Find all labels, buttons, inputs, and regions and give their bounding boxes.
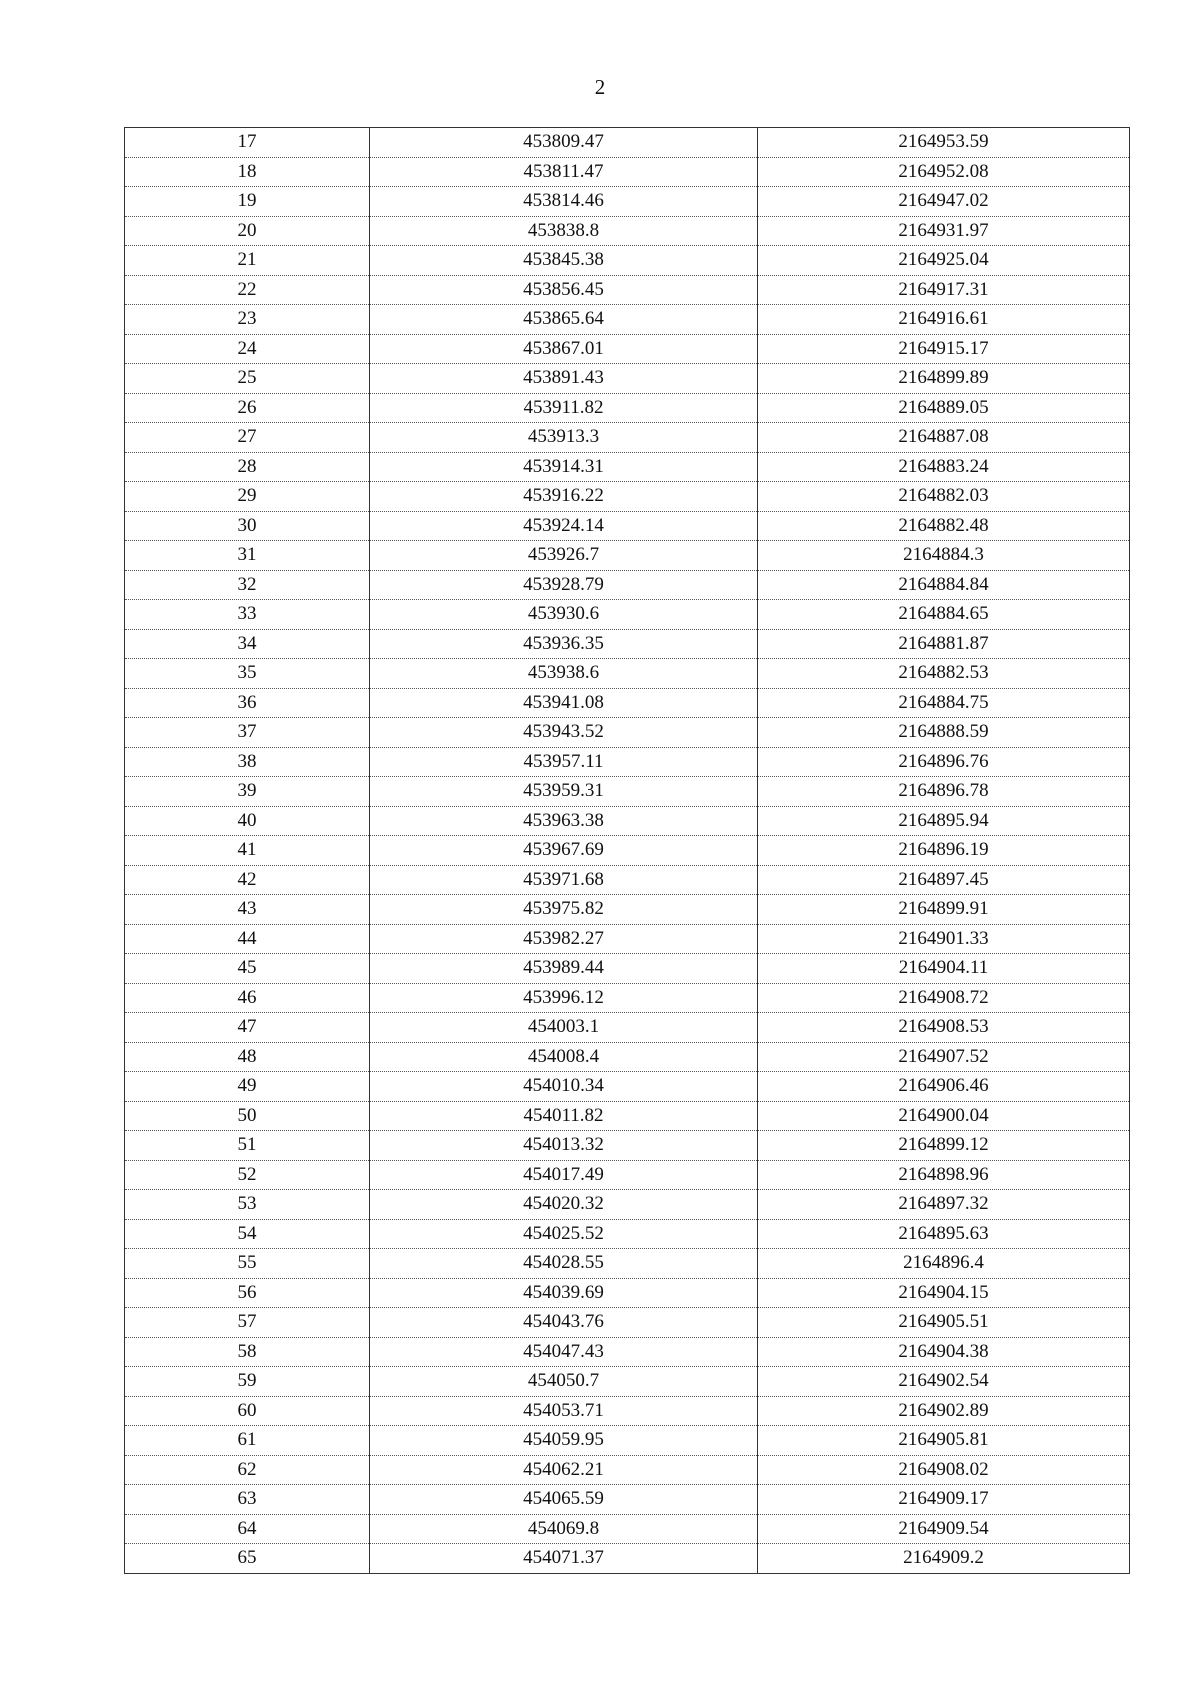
point-number-cell: 55 — [125, 1249, 370, 1279]
point-number-cell: 50 — [125, 1101, 370, 1131]
point-number-cell: 59 — [125, 1367, 370, 1397]
x-coordinate-cell: 454043.76 — [370, 1308, 758, 1338]
x-coordinate-cell: 454059.95 — [370, 1426, 758, 1456]
y-coordinate-cell: 2164900.04 — [758, 1101, 1130, 1131]
x-coordinate-cell: 454071.37 — [370, 1544, 758, 1574]
x-coordinate-cell: 454017.49 — [370, 1160, 758, 1190]
table-row — [125, 1219, 1130, 1249]
y-coordinate-cell: 2164899.12 — [758, 1131, 1130, 1161]
table-row — [125, 1455, 1130, 1485]
coordinates-table — [124, 127, 1130, 1574]
x-coordinate-cell: 454020.32 — [370, 1190, 758, 1220]
table-row — [125, 511, 1130, 541]
table-row — [125, 452, 1130, 482]
point-number-cell: 20 — [125, 216, 370, 246]
x-coordinate-cell: 453941.08 — [370, 688, 758, 718]
y-coordinate-cell: 2164897.45 — [758, 865, 1130, 895]
point-number-cell: 26 — [125, 393, 370, 423]
point-number-cell: 21 — [125, 246, 370, 276]
y-coordinate-cell: 2164947.02 — [758, 187, 1130, 217]
point-number-cell: 44 — [125, 924, 370, 954]
point-number-cell: 58 — [125, 1337, 370, 1367]
y-coordinate-cell: 2164882.48 — [758, 511, 1130, 541]
point-number-cell: 22 — [125, 275, 370, 305]
table-row — [125, 924, 1130, 954]
table-row — [125, 865, 1130, 895]
table-row — [125, 393, 1130, 423]
x-coordinate-cell: 453936.35 — [370, 629, 758, 659]
point-number-cell: 48 — [125, 1042, 370, 1072]
x-coordinate-cell: 453926.7 — [370, 541, 758, 571]
y-coordinate-cell: 2164887.08 — [758, 423, 1130, 453]
x-coordinate-cell: 453967.69 — [370, 836, 758, 866]
point-number-cell: 38 — [125, 747, 370, 777]
table-row — [125, 777, 1130, 807]
point-number-cell: 54 — [125, 1219, 370, 1249]
x-coordinate-cell: 453914.31 — [370, 452, 758, 482]
table-row — [125, 423, 1130, 453]
x-coordinate-cell: 454013.32 — [370, 1131, 758, 1161]
y-coordinate-cell: 2164905.51 — [758, 1308, 1130, 1338]
x-coordinate-cell: 453814.46 — [370, 187, 758, 217]
x-coordinate-cell: 454039.69 — [370, 1278, 758, 1308]
table-row — [125, 275, 1130, 305]
x-coordinate-cell: 454011.82 — [370, 1101, 758, 1131]
x-coordinate-cell: 453938.6 — [370, 659, 758, 689]
table-row — [125, 895, 1130, 925]
table-row — [125, 1337, 1130, 1367]
x-coordinate-cell: 454047.43 — [370, 1337, 758, 1367]
point-number-cell: 63 — [125, 1485, 370, 1515]
point-number-cell: 39 — [125, 777, 370, 807]
point-number-cell: 40 — [125, 806, 370, 836]
y-coordinate-cell: 2164908.02 — [758, 1455, 1130, 1485]
y-coordinate-cell: 2164904.38 — [758, 1337, 1130, 1367]
y-coordinate-cell: 2164925.04 — [758, 246, 1130, 276]
y-coordinate-cell: 2164904.11 — [758, 954, 1130, 984]
y-coordinate-cell: 2164902.54 — [758, 1367, 1130, 1397]
y-coordinate-cell: 2164908.53 — [758, 1013, 1130, 1043]
y-coordinate-cell: 2164909.17 — [758, 1485, 1130, 1515]
table-row — [125, 629, 1130, 659]
table-row — [125, 1249, 1130, 1279]
x-coordinate-cell: 454025.52 — [370, 1219, 758, 1249]
x-coordinate-cell: 453957.11 — [370, 747, 758, 777]
table-row — [125, 1101, 1130, 1131]
table-row — [125, 600, 1130, 630]
y-coordinate-cell: 2164883.24 — [758, 452, 1130, 482]
x-coordinate-cell: 454065.59 — [370, 1485, 758, 1515]
x-coordinate-cell: 454010.34 — [370, 1072, 758, 1102]
y-coordinate-cell: 2164915.17 — [758, 334, 1130, 364]
table-row — [125, 128, 1130, 158]
x-coordinate-cell: 453989.44 — [370, 954, 758, 984]
y-coordinate-cell: 2164901.33 — [758, 924, 1130, 954]
y-coordinate-cell: 2164884.84 — [758, 570, 1130, 600]
point-number-cell: 65 — [125, 1544, 370, 1574]
point-number-cell: 45 — [125, 954, 370, 984]
point-number-cell: 37 — [125, 718, 370, 748]
y-coordinate-cell: 2164884.65 — [758, 600, 1130, 630]
x-coordinate-cell: 453975.82 — [370, 895, 758, 925]
x-coordinate-cell: 453867.01 — [370, 334, 758, 364]
x-coordinate-cell: 453891.43 — [370, 364, 758, 394]
y-coordinate-cell: 2164896.78 — [758, 777, 1130, 807]
x-coordinate-cell: 453916.22 — [370, 482, 758, 512]
table-row — [125, 1426, 1130, 1456]
point-number-cell: 64 — [125, 1514, 370, 1544]
table-row — [125, 1278, 1130, 1308]
y-coordinate-cell: 2164888.59 — [758, 718, 1130, 748]
y-coordinate-cell: 2164931.97 — [758, 216, 1130, 246]
point-number-cell: 52 — [125, 1160, 370, 1190]
x-coordinate-cell: 453911.82 — [370, 393, 758, 423]
table-row — [125, 718, 1130, 748]
x-coordinate-cell: 453982.27 — [370, 924, 758, 954]
table-row — [125, 1072, 1130, 1102]
table-row — [125, 1367, 1130, 1397]
point-number-cell: 27 — [125, 423, 370, 453]
point-number-cell: 36 — [125, 688, 370, 718]
point-number-cell: 43 — [125, 895, 370, 925]
table-row — [125, 806, 1130, 836]
table-row — [125, 659, 1130, 689]
point-number-cell: 18 — [125, 157, 370, 187]
y-coordinate-cell: 2164905.81 — [758, 1426, 1130, 1456]
table-row — [125, 954, 1130, 984]
point-number-cell: 29 — [125, 482, 370, 512]
x-coordinate-cell: 454069.8 — [370, 1514, 758, 1544]
table-row — [125, 1013, 1130, 1043]
table-row — [125, 1308, 1130, 1338]
page-number: 2 — [594, 75, 606, 99]
x-coordinate-cell: 453856.45 — [370, 275, 758, 305]
point-number-cell: 24 — [125, 334, 370, 364]
y-coordinate-cell: 2164881.87 — [758, 629, 1130, 659]
y-coordinate-cell: 2164897.32 — [758, 1190, 1130, 1220]
x-coordinate-cell: 453809.47 — [370, 128, 758, 158]
x-coordinate-cell: 453913.3 — [370, 423, 758, 453]
x-coordinate-cell: 453971.68 — [370, 865, 758, 895]
x-coordinate-cell: 454028.55 — [370, 1249, 758, 1279]
point-number-cell: 32 — [125, 570, 370, 600]
point-number-cell: 30 — [125, 511, 370, 541]
y-coordinate-cell: 2164896.4 — [758, 1249, 1130, 1279]
y-coordinate-cell: 2164907.52 — [758, 1042, 1130, 1072]
y-coordinate-cell: 2164908.72 — [758, 983, 1130, 1013]
table-row — [125, 1544, 1130, 1574]
point-number-cell: 49 — [125, 1072, 370, 1102]
table-row — [125, 541, 1130, 571]
table-row — [125, 216, 1130, 246]
y-coordinate-cell: 2164884.3 — [758, 541, 1130, 571]
point-number-cell: 17 — [125, 128, 370, 158]
y-coordinate-cell: 2164896.19 — [758, 836, 1130, 866]
y-coordinate-cell: 2164916.61 — [758, 305, 1130, 335]
point-number-cell: 41 — [125, 836, 370, 866]
point-number-cell: 23 — [125, 305, 370, 335]
table-row — [125, 747, 1130, 777]
point-number-cell: 57 — [125, 1308, 370, 1338]
x-coordinate-cell: 453959.31 — [370, 777, 758, 807]
point-number-cell: 28 — [125, 452, 370, 482]
table-row — [125, 1160, 1130, 1190]
x-coordinate-cell: 453928.79 — [370, 570, 758, 600]
point-number-cell: 47 — [125, 1013, 370, 1043]
table-row — [125, 482, 1130, 512]
table-row — [125, 983, 1130, 1013]
y-coordinate-cell: 2164906.46 — [758, 1072, 1130, 1102]
point-number-cell: 34 — [125, 629, 370, 659]
y-coordinate-cell: 2164952.08 — [758, 157, 1130, 187]
x-coordinate-cell: 453930.6 — [370, 600, 758, 630]
x-coordinate-cell: 454008.4 — [370, 1042, 758, 1072]
x-coordinate-cell: 454003.1 — [370, 1013, 758, 1043]
x-coordinate-cell: 453943.52 — [370, 718, 758, 748]
y-coordinate-cell: 2164899.89 — [758, 364, 1130, 394]
point-number-cell: 46 — [125, 983, 370, 1013]
table-row — [125, 836, 1130, 866]
x-coordinate-cell: 453924.14 — [370, 511, 758, 541]
x-coordinate-cell: 454053.71 — [370, 1396, 758, 1426]
point-number-cell: 33 — [125, 600, 370, 630]
y-coordinate-cell: 2164909.2 — [758, 1544, 1130, 1574]
point-number-cell: 51 — [125, 1131, 370, 1161]
point-number-cell: 62 — [125, 1455, 370, 1485]
table-row — [125, 688, 1130, 718]
table-row — [125, 1485, 1130, 1515]
y-coordinate-cell: 2164889.05 — [758, 393, 1130, 423]
x-coordinate-cell: 453845.38 — [370, 246, 758, 276]
x-coordinate-cell: 453811.47 — [370, 157, 758, 187]
point-number-cell: 60 — [125, 1396, 370, 1426]
point-number-cell: 31 — [125, 541, 370, 571]
y-coordinate-cell: 2164953.59 — [758, 128, 1130, 158]
y-coordinate-cell: 2164917.31 — [758, 275, 1130, 305]
x-coordinate-cell: 453865.64 — [370, 305, 758, 335]
y-coordinate-cell: 2164899.91 — [758, 895, 1130, 925]
table-row — [125, 1131, 1130, 1161]
y-coordinate-cell: 2164882.53 — [758, 659, 1130, 689]
point-number-cell: 25 — [125, 364, 370, 394]
y-coordinate-cell: 2164882.03 — [758, 482, 1130, 512]
table-row — [125, 1396, 1130, 1426]
y-coordinate-cell: 2164895.63 — [758, 1219, 1130, 1249]
y-coordinate-cell: 2164895.94 — [758, 806, 1130, 836]
table-row — [125, 364, 1130, 394]
x-coordinate-cell: 453838.8 — [370, 216, 758, 246]
y-coordinate-cell: 2164884.75 — [758, 688, 1130, 718]
y-coordinate-cell: 2164909.54 — [758, 1514, 1130, 1544]
x-coordinate-cell: 454050.7 — [370, 1367, 758, 1397]
y-coordinate-cell: 2164896.76 — [758, 747, 1130, 777]
point-number-cell: 19 — [125, 187, 370, 217]
x-coordinate-cell: 453963.38 — [370, 806, 758, 836]
y-coordinate-cell: 2164904.15 — [758, 1278, 1130, 1308]
table-row — [125, 1514, 1130, 1544]
table-row — [125, 570, 1130, 600]
coordinates-table-body — [125, 128, 1130, 1574]
point-number-cell: 56 — [125, 1278, 370, 1308]
table-row — [125, 187, 1130, 217]
x-coordinate-cell: 453996.12 — [370, 983, 758, 1013]
table-row — [125, 305, 1130, 335]
y-coordinate-cell: 2164898.96 — [758, 1160, 1130, 1190]
table-row — [125, 1190, 1130, 1220]
x-coordinate-cell: 454062.21 — [370, 1455, 758, 1485]
point-number-cell: 42 — [125, 865, 370, 895]
point-number-cell: 35 — [125, 659, 370, 689]
table-row — [125, 334, 1130, 364]
table-row — [125, 246, 1130, 276]
table-row — [125, 1042, 1130, 1072]
point-number-cell: 53 — [125, 1190, 370, 1220]
table-row — [125, 157, 1130, 187]
point-number-cell: 61 — [125, 1426, 370, 1456]
y-coordinate-cell: 2164902.89 — [758, 1396, 1130, 1426]
